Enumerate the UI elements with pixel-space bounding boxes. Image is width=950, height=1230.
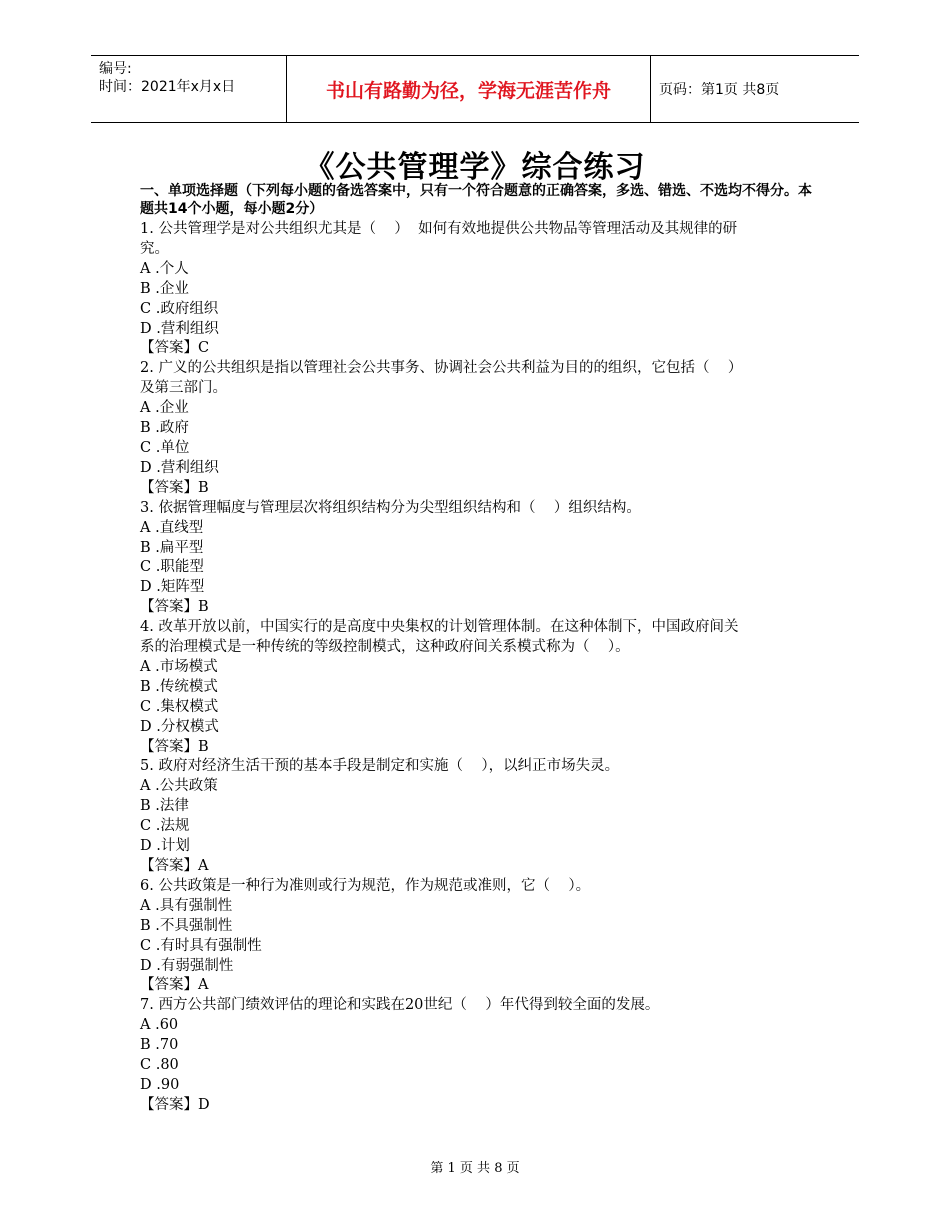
answer-option: B .70: [140, 1037, 179, 1054]
question-stem: 7. 西方公共部门绩效评估的理论和实践在20世纪（ ）年代得到较全面的发展。: [140, 997, 660, 1014]
section-heading: 一、单项选择题（下列每小题的备选答案中，只有一个符合题意的正确答案，多选、错选、不选均不得分。本题共14个小题，每小题2分）: [140, 183, 812, 217]
answer-option: A .企业: [140, 400, 189, 417]
answer-option: B .传统模式: [140, 678, 218, 695]
question-item: [140, 499, 812, 618]
answer-key: 【答案】D: [140, 1096, 210, 1113]
answer-key: 【答案】C: [140, 340, 210, 357]
question-stem: 及第三部门。: [140, 380, 227, 397]
page-footer: 第 1 页 共 8 页: [430, 1161, 520, 1176]
header-page-info: 页码：第1页 共8页: [659, 82, 780, 98]
answer-option: A .个人: [140, 260, 189, 277]
question-item: [140, 757, 812, 876]
header-meta: [91, 56, 287, 122]
answer-option: D .分权模式: [140, 718, 219, 735]
answer-option: A .具有强制性: [140, 897, 233, 914]
answer-option: B .扁平型: [140, 539, 204, 556]
document-title: 《公共管理学》综合练习: [304, 150, 646, 185]
answer-option: D .有弱强制性: [140, 957, 234, 974]
answer-option: C .有时具有强制性: [140, 937, 262, 954]
answer-option: B .法律: [140, 798, 189, 815]
question-stem: 3. 依据管理幅度与管理层次将组织结构分为尖型组织结构和（ ）组织结构。: [140, 499, 641, 516]
answer-option: C .80: [140, 1057, 179, 1074]
answer-option: A .市场模式: [140, 658, 218, 675]
question-stem: 2. 广义的公共组织是指以管理社会公共事务、协调社会公共利益为目的的组织，它包括（ ）: [140, 360, 743, 377]
answer-option: B .政府: [140, 420, 189, 437]
question-stem: 6. 公共政策是一种行为准则或行为规范，作为规范或准则，它（ ）。: [140, 877, 591, 894]
answer-key: 【答案】B: [140, 599, 209, 616]
header-motto: 书山有路勤为径，学海无涯苦作舟: [287, 56, 651, 122]
question-item: [140, 359, 812, 498]
question-stem: 5. 政府对经济生活干预的基本手段是制定和实施（ ），以纠正市场失灵。: [140, 758, 620, 775]
question-item: [140, 220, 812, 359]
number-label: 编号:: [99, 61, 132, 77]
time-line: 时间：2021年x月x日: [99, 79, 236, 95]
answer-key: 【答案】B: [140, 479, 209, 496]
answer-option: C .法规: [140, 818, 190, 835]
answer-option: B .企业: [140, 280, 189, 297]
answer-option: C .单位: [140, 439, 190, 456]
answer-option: D .营利组织: [140, 459, 219, 476]
question-stem: 系的治理模式是一种传统的等级控制模式，这种政府间关系模式称为（ ）。: [140, 639, 630, 656]
question-item: [140, 877, 812, 996]
question-stem: 1. 公共管理学是对公共组织尤其是（ ） 如何有效地提供公共物品等管理活动及其规律的研: [140, 221, 738, 237]
question-item: [140, 996, 812, 1115]
question-stem: 4. 改革开放以前，中国实行的是高度中央集权的计划管理体制。在这种体制下，中国政府间关: [140, 619, 739, 636]
answer-option: D .计划: [140, 838, 190, 855]
question-list: [140, 220, 812, 1116]
answer-option: A .公共政策: [140, 778, 218, 795]
answer-option: D .90: [140, 1076, 180, 1093]
answer-key: 【答案】A: [140, 977, 209, 994]
answer-option: A .60: [140, 1017, 179, 1034]
answer-option: B .不具强制性: [140, 917, 233, 934]
answer-option: D .营利组织: [140, 320, 219, 337]
document-body: [140, 182, 812, 1116]
page-header: [91, 55, 859, 123]
answer-option: C .集权模式: [140, 698, 219, 715]
answer-key: 【答案】B: [140, 738, 209, 755]
answer-option: C .职能型: [140, 559, 204, 576]
answer-option: C .政府组织: [140, 300, 219, 317]
answer-option: A .直线型: [140, 519, 204, 536]
answer-key: 【答案】A: [140, 858, 209, 874]
answer-option: D .矩阵型: [140, 579, 205, 596]
question-item: [140, 618, 812, 757]
question-stem: 究。: [140, 240, 169, 257]
